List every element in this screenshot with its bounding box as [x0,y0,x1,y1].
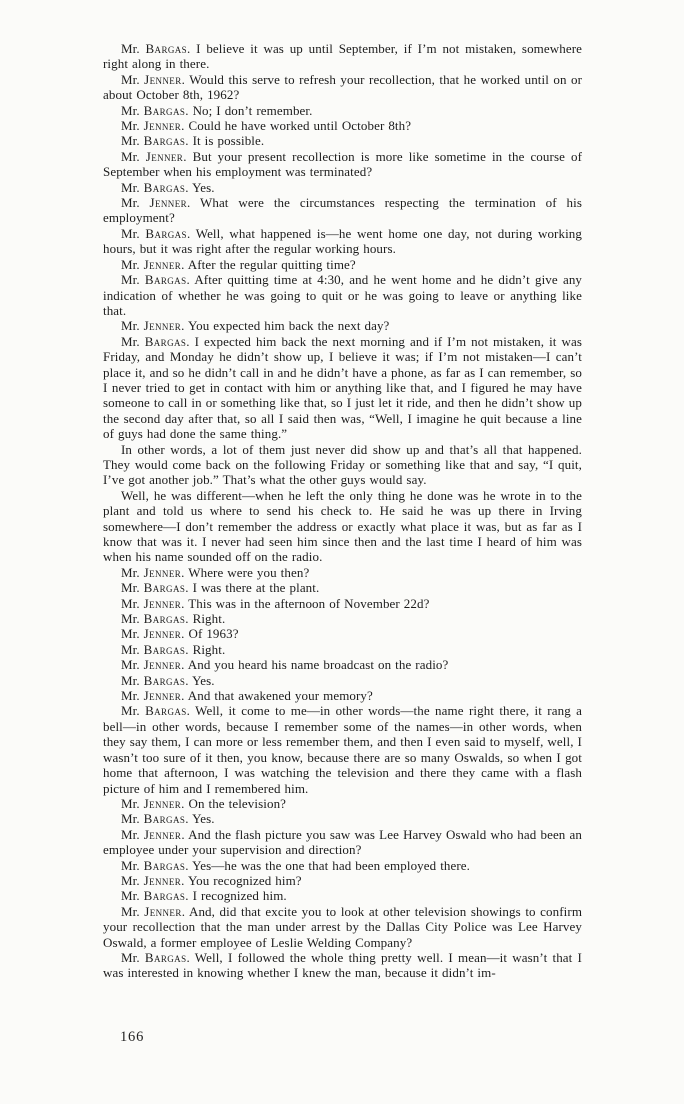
testimony-paragraph: Mr. Jenner. And that awakened your memory? [121,688,373,704]
speaker-label: Mr. Bargas. [121,949,190,965]
speaker-name: Jenner [149,195,188,211]
speaker-name: Jenner [143,626,182,642]
testimony-paragraph: Mr. Jenner. And you heard his name broadcast on the radio? [121,657,449,673]
speaker-label: Mr. Bargas. [121,225,191,241]
testimony-paragraph: Mr. Bargas. Right. [121,611,226,627]
testimony-paragraph: Mr. Bargas. Yes. [121,811,215,827]
speaker-label: Mr. Bargas. [121,179,189,195]
testimony-paragraph: Mr. Bargas. I believe it was up until September, if I’m not mistaken, somewhere right along in there. [103,41,583,72]
testimony-paragraph: Mr. Jenner. This was in the afternoon of November 22d? [121,595,430,611]
speaker-name: Jenner [143,595,182,611]
testimony-paragraph: Mr. Bargas. Well, what happened is—he went home one day, not during working hours, but it was right after the regular working hours. [103,225,582,257]
speaker-name: Jenner [144,903,182,919]
testimony-paragraph: Mr. Jenner. On the television? [121,795,287,811]
testimony-paragraph: Mr. Jenner. And, did that excite you to look at other television showings to confirm your recollection that the man under arrest by the Dallas City Police was Lee Harvey Oswald, a former employee of Leslie Welding Company? [103,903,583,950]
speaker-name: Bargas [145,225,187,241]
testimony-paragraph: Mr. Jenner. Could he have worked until October 8th? [121,118,412,134]
speaker-label: Mr. Jenner. [121,71,185,87]
speaker-label: Mr. Bargas. [121,272,190,288]
speaker-name: Jenner [143,872,182,888]
speaker-name: Bargas [143,811,186,827]
speaker-label: Mr. Bargas. [121,133,189,149]
testimony-paragraph: Mr. Bargas. I expected him back the next morning and if I’m not mistaken, it was Friday, and Monday he didn’t show up, I believe it was; if I’m not mistaken—I can’t place it, and so he didn’t call in and he didn’t have a phone, as far as I can remember, so I never tried to get in contact with him or anything like that, and I figured he may have someone to call in or something like that, so I just let it ride, and then he didn’t show up the second day after that, so all I said then was, “Well, I imagine he quit because a line of guys had done the same thing.” [103,333,583,442]
testimony-transcript [103,41,582,981]
speaker-name: Jenner [143,826,182,842]
speaker-name: Jenner [143,118,182,134]
speaker-label: Mr. Jenner. [121,872,185,888]
speaker-label: Mr. Bargas. [121,811,189,827]
speaker-name: Jenner [145,148,184,164]
speaker-name: Jenner [143,318,182,334]
testimony-paragraph: Mr. Bargas. I recognized him. [121,888,287,904]
testimony-paragraph: Mr. Bargas. Yes. [121,672,215,688]
speaker-name: Bargas [144,272,187,288]
testimony-paragraph: Mr. Jenner. Would this serve to refresh your recollection, that he worked until on or about October 8th, 1962? [103,71,583,103]
testimony-paragraph-continuation: In other words, a lot of them just never did show up and that’s all that happened. They would come back on the following Friday or something like that and say, “I quit, I’ve got another job.” That’s what the other guys would say. [103,441,582,488]
testimony-paragraph: Mr. Bargas. After quitting time at 4:30, and he went home and he didn’t give any indication of whether he was going to quit or he was going to leave or anything like that. [103,272,583,318]
speaker-label: Mr. Bargas. [121,580,189,596]
testimony-paragraph: Mr. Bargas. Right. [121,641,226,657]
speaker-name: Bargas [143,580,186,596]
speaker-label: Mr. Jenner. [121,795,185,811]
speaker-name: Bargas [143,133,186,149]
testimony-paragraph: Mr. Jenner. You expected him back the next day? [121,318,390,334]
speaker-name: Bargas [143,179,186,195]
speaker-name: Jenner [143,795,182,811]
speaker-label: Mr. Bargas. [121,703,191,719]
speaker-label: Mr. Jenner. [121,595,185,611]
page-number: 166 [120,1029,145,1045]
speaker-label: Mr. Jenner. [121,118,185,134]
speaker-label: Mr. Bargas. [121,41,191,56]
speaker-name: Jenner [143,564,182,580]
speaker-name: Bargas [144,333,187,349]
speaker-name: Bargas [143,611,186,627]
testimony-paragraph: Mr. Bargas. I was there at the plant. [121,580,320,596]
speaker-name: Bargas [145,41,188,56]
speaker-label: Mr. Jenner. [121,903,186,919]
speaker-name: Bargas [145,703,187,719]
speaker-label: Mr. Jenner. [121,256,185,272]
testimony-paragraph: Mr. Jenner. Of 1963? [121,626,239,642]
speaker-name: Jenner [143,688,182,704]
testimony-paragraph: Mr. Jenner. Where were you then? [121,564,310,580]
testimony-paragraph: Mr. Jenner. And the flash picture you saw was Lee Harvey Oswald who had been an employee under your supervision and direction? [103,826,582,858]
testimony-paragraph: Mr. Jenner. What were the circumstances respecting the termination of his employment? [103,195,582,226]
speaker-label: Mr. Jenner. [121,564,185,580]
speaker-label: Mr. Bargas. [121,888,189,904]
testimony-paragraph-continuation: Well, he was different—when he left the only thing he done was he wrote in to the plant and told us where to send his check to. He said he was up there in Irving somewhere—I don’t remember the address or exactly what place it was, but as far as I know that was it. I never had seen him since then and the last time I heard of him was when his name sounded off on the radio. [103,487,582,565]
speaker-label: Mr. Bargas. [121,611,189,627]
testimony-paragraph: Mr. Bargas. Well, it come to me—in other words—the name right there, it rang a bell—in other words, because I remember some of the names—in other words, when they say them, I can more or less remember them, and then I even said to myself, well, I wasn’t too sure of it then, you know, because there are so many Oswalds, so when I got home that afternoon, I was watching the television and there they came with a flash picture of him and I remembered him. [103,703,583,796]
speaker-name: Bargas [143,888,186,904]
speaker-name: Bargas [143,672,186,688]
speaker-name: Bargas [143,857,186,873]
testimony-paragraph: Mr. Bargas. No; I don’t remember. [121,102,313,118]
speaker-name: Bargas [143,641,186,657]
speaker-label: Mr. Jenner. [121,195,191,211]
testimony-paragraph: Mr. Bargas. Well, I followed the whole thing pretty well. I mean—it wasn’t that I was interested in knowing whether I knew the man, because it didn’t im- [103,949,582,981]
speaker-label: Mr. Bargas. [121,672,189,688]
speaker-name: Jenner [144,71,182,87]
speaker-label: Mr. Jenner. [121,626,185,642]
speaker-name: Jenner [143,256,182,272]
speaker-label: Mr. Bargas. [121,102,189,118]
speaker-name: Bargas [144,949,187,965]
speaker-label: Mr. Jenner. [121,657,185,673]
speaker-label: Mr. Bargas. [121,333,190,349]
speaker-name: Bargas [143,102,186,118]
speaker-name: Jenner [143,657,182,673]
speaker-label: Mr. Jenner. [121,826,185,842]
speaker-label: Mr. Jenner. [121,688,185,704]
speaker-label: Mr. Jenner. [121,318,185,334]
speaker-label: Mr. Bargas. [121,641,189,657]
speaker-label: Mr. Bargas. [121,857,189,873]
testimony-paragraph: Mr. Jenner. You recognized him? [121,872,302,888]
testimony-paragraph: Mr. Bargas. Yes. [121,179,215,195]
testimony-paragraph: Mr. Jenner. But your present recollection is more like sometime in the course of September when his employment was terminated? [103,148,583,180]
speaker-label: Mr. Jenner. [121,148,187,164]
testimony-paragraph: Mr. Bargas. It is possible. [121,133,265,149]
testimony-paragraph: Mr. Jenner. After the regular quitting time? [121,256,356,272]
testimony-paragraph: Mr. Bargas. Yes—he was the one that had been employed there. [121,857,471,873]
